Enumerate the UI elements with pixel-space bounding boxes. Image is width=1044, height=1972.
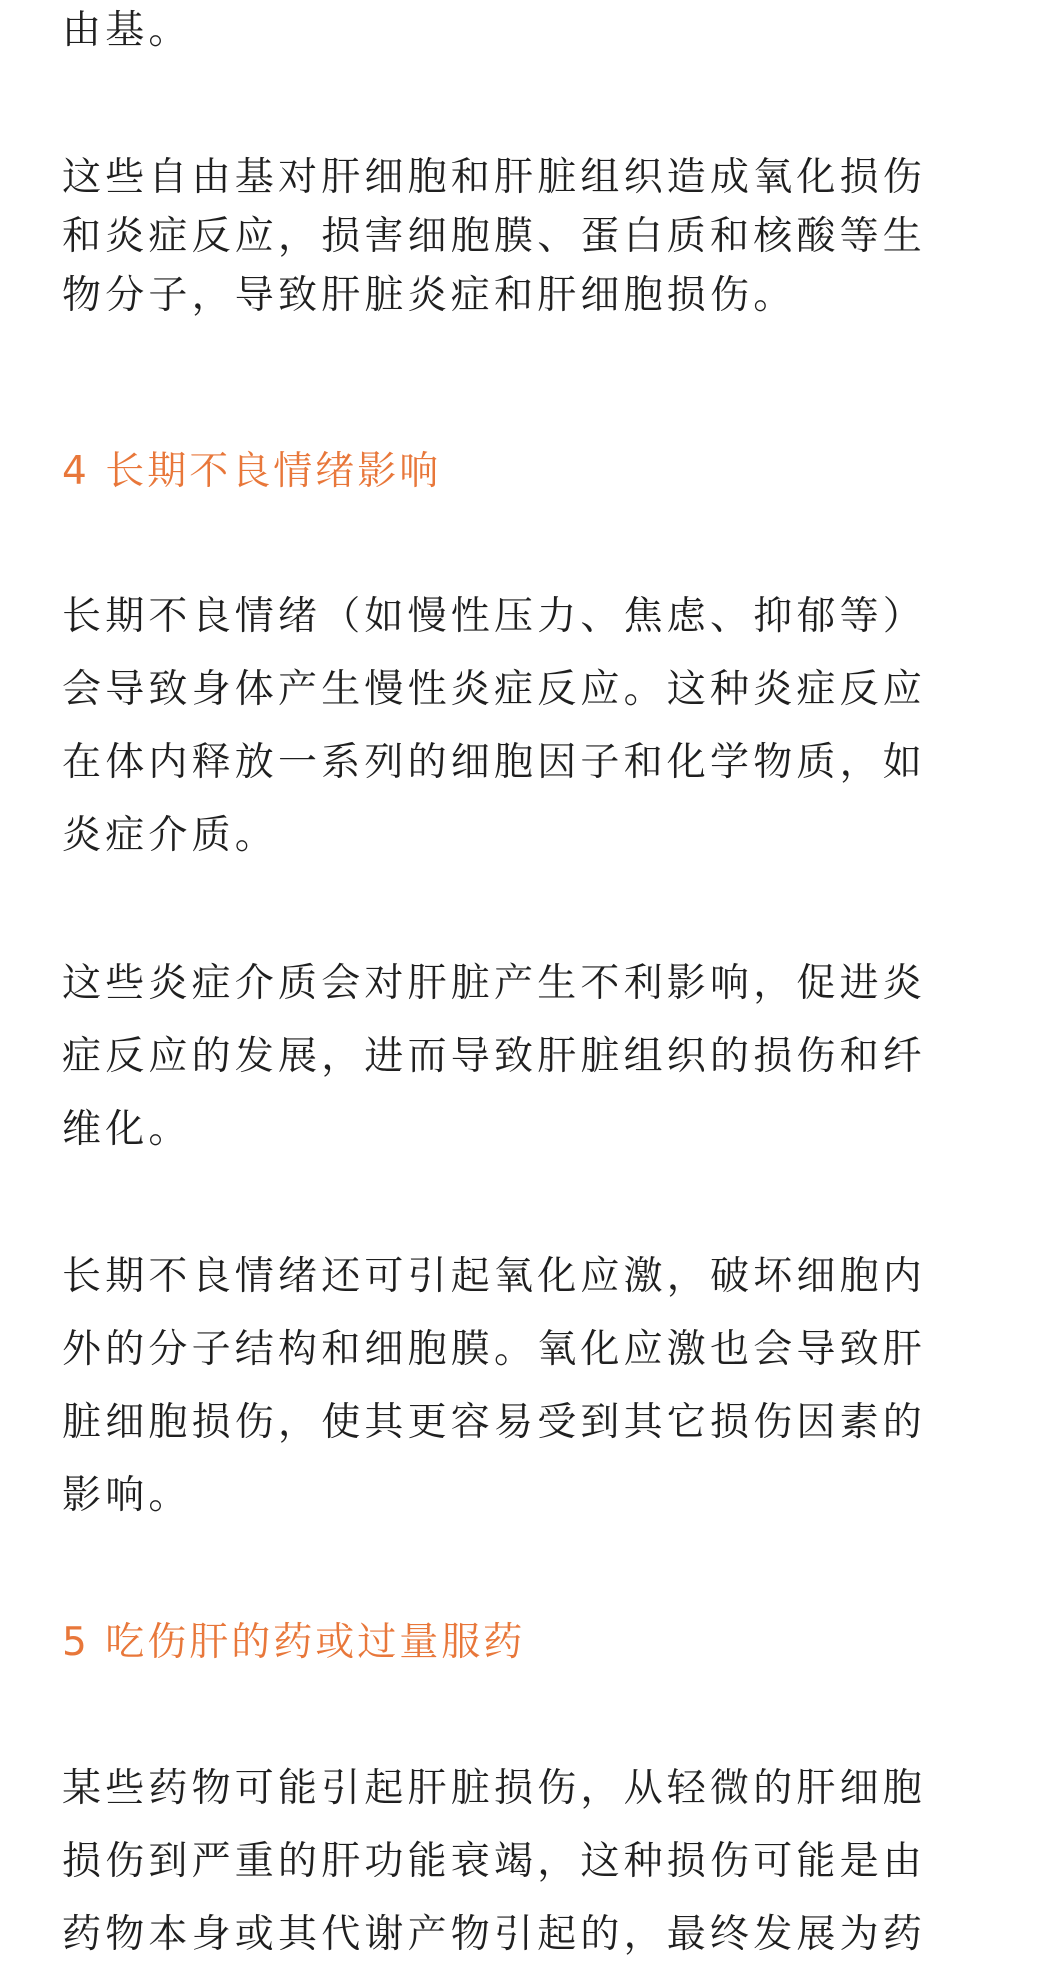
section-heading: 4 长期不良情绪影响 [62, 449, 442, 494]
paragraph-line: 这些自由基对肝细胞和肝脏组织造成氧化损伤 [62, 155, 927, 200]
paragraph-line: 在体内释放一系列的细胞因子和化学物质，如 [62, 740, 927, 785]
paragraph-line: 维化。 [62, 1107, 192, 1152]
paragraph-line: 症反应的发展，进而导致肝脏组织的损伤和纤 [62, 1034, 927, 1079]
section-heading: 5 吃伤肝的药或过量服药 [62, 1620, 526, 1665]
paragraph-line: 这些炎症介质会对肝脏产生不利影响，促进炎 [62, 961, 927, 1006]
paragraph-line: 某些药物可能引起肝脏损伤，从轻微的肝细胞 [62, 1766, 927, 1811]
paragraph-line: 药物本身或其代谢产物引起的，最终发展为药 [62, 1912, 927, 1957]
paragraph-line: 会导致身体产生慢性炎症反应。这种炎症反应 [62, 667, 927, 712]
paragraph-line: 外的分子结构和细胞膜。氧化应激也会导致肝 [62, 1327, 927, 1372]
paragraph-line: 长期不良情绪（如慢性压力、焦虑、抑郁等） [62, 594, 927, 639]
paragraph-line: 炎症介质。 [62, 813, 279, 858]
paragraph-line: 脏细胞损伤，使其更容易受到其它损伤因素的 [62, 1400, 927, 1445]
paragraph-line: 影响。 [62, 1473, 192, 1518]
paragraph-line: 长期不良情绪还可引起氧化应激，破坏细胞内 [62, 1254, 927, 1299]
paragraph-line: 由基。 [62, 8, 192, 53]
paragraph-line: 损伤到严重的肝功能衰竭，这种损伤可能是由 [62, 1839, 927, 1884]
paragraph-line: 物分子，导致肝脏炎症和肝细胞损伤。 [62, 273, 797, 318]
paragraph-line: 和炎症反应，损害细胞膜、蛋白质和核酸等生 [62, 214, 927, 259]
